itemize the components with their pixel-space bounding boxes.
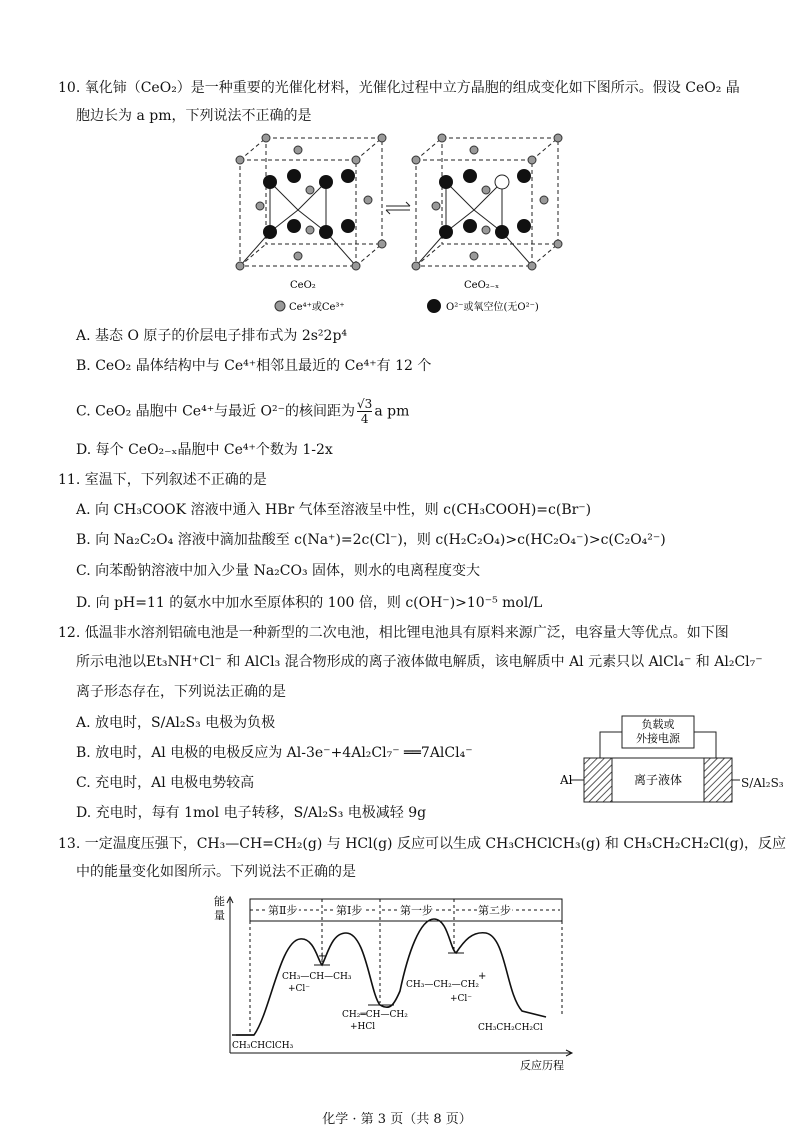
step-1-label: 第Ⅰ步 [336,904,363,917]
ionic-liquid-label: 离子液体 [633,773,683,787]
species-left-2: +Cl⁻ [288,984,311,994]
energy-diagram [210,893,590,1075]
wire-right [694,732,716,758]
q13-stem-line1: 13. 一定温度压强下，CH₃—CH=CH₂(g) 与 HCl(g) 反应可以生成 CH₃CHClCH₃(g) 和 CH₃CH₂CH₂Cl(g)，反应 [58,836,787,852]
q12-option-a: A. 放电时，S/Al₂S₃ 电极为负极 [76,715,276,731]
fraction-denominator: 4 [360,412,369,426]
q10-option-c-fraction [357,397,372,426]
q12-stem-line2: 所示电池以Et₃NH⁺Cl⁻ 和 AlCl₃ 混合物形成的离子液体做电解质，该电解质中 Al 元素只以 AlCl₄⁻ 和 Al₂Cl₇⁻ [76,654,763,670]
q10-crystal-figure [228,130,568,320]
q12-stem-line1: 12. 低温非水溶剂铝硫电池是一种新型的二次电池，相比锂电池具有原料来源广泛，电容量大等优点。如下图 [58,625,729,641]
svg-text:+: + [318,951,327,962]
legend-small-atom-icon [275,301,285,311]
q10-option-c-unit: a pm [374,403,410,420]
species-right-1: CH₃—CH₂—CH₂ [406,980,480,990]
fig-right-label: CeO₂₋ₓ [464,280,500,291]
step-2-label: 第Ⅱ步 [268,904,298,917]
step-second-label: 第二步 [478,904,511,917]
equilibrium-arrows [386,202,410,214]
legend-small-text: Ce⁴⁺或Ce³⁺ [289,302,345,313]
page-footer: 化学 · 第 3 页（共 8 页） [322,1112,472,1127]
ylabel-top: 能 [214,895,225,908]
s-al2s3-label: S/Al₂S₃ [741,776,784,790]
xlabel: 反应历程 [520,1059,564,1072]
q10-stem-line1: 10. 氧化铈（CeO₂）是一种重要的光催化材料，光催化过程中立方晶胞的组成变化如下图所示。假设 CeO₂ 晶 [58,80,740,96]
q12-stem-line3: 离子形态存在，下列说法正确的是 [76,684,286,700]
q12-option-d: D. 充电时，每有 1mol 电子转移，S/Al₂S₃ 电极减轻 9g [76,805,427,821]
q11-option-d: D. 向 pH=11 的氨水中加水至原体积的 100 倍，则 c(OH⁻)>10⁻⁵ mol/L [76,595,543,611]
cell-left-atoms [236,134,386,270]
legend-big-atom-icon [427,299,441,313]
al-electrode [584,758,612,802]
wire-left [600,732,622,758]
battery-figure [560,710,760,805]
s-electrode [704,758,732,802]
q10-option-c [76,397,409,426]
species-mid-2: +HCl [350,1022,376,1032]
ylabel-bottom: 量 [214,909,225,922]
q12-option-b: B. 放电时，Al 电极的电极反应为 Al-3e⁻+4Al₂Cl₇⁻ ══7AlCl₄⁻ [76,745,473,761]
q11-option-c: C. 向苯酚钠溶液中加入少量 Na₂CO₃ 固体，则水的电离程度变大 [76,563,481,579]
species-right-2: +Cl⁻ [450,994,473,1004]
legend-big-text: O²⁻或氧空位(无O²⁻) [446,302,539,313]
step-first-label: 第一步 [400,904,433,917]
q11-option-b: B. 向 Na₂C₂O₄ 溶液中滴加盐酸至 c(Na⁺)=2c(Cl⁻)，则 c(H₂C₂O₄)>c(HC₂O₄⁻)>c(C₂O₄²⁻) [76,532,666,548]
q12-option-c: C. 充电时，Al 电极电势较高 [76,775,255,791]
q11-option-a: A. 向 CH₃COOK 溶液中通入 HBr 气体至溶液呈中性，则 c(CH₃COOH)=c(Br⁻) [76,502,592,518]
cell-right-atoms [412,134,562,270]
species-mid-1: CH₂═CH—CH₂ [342,1010,408,1020]
load-box-label-2: 外接电源 [636,732,680,745]
species-left-1: CH₃—CH—CH₃ [282,972,352,982]
load-box-label-1: 负载或 [641,718,675,731]
fraction-numerator: √3 [357,397,373,411]
fig-left-label: CeO₂ [290,280,316,291]
al-label: Al [560,773,573,787]
svg-text:+: + [478,971,487,982]
q10-option-d: D. 每个 CeO₂₋ₓ晶胞中 Ce⁴⁺个数为 1-2x [76,442,333,458]
q10-option-b: B. CeO₂ 晶体结构中与 Ce⁴⁺相邻且最近的 Ce⁴⁺有 12 个 [76,358,432,374]
q13-stem-line2: 中的能量变化如图所示。下列说法不正确的是 [76,864,356,880]
product-right: CH₃CH₂CH₂Cl [478,1023,543,1033]
q10-stem-line2: 胞边长为 a pm，下列说法不正确的是 [76,108,312,124]
product-left: CH₃CHClCH₃ [232,1041,294,1051]
q10-option-a: A. 基态 O 原子的价层电子排布式为 2s²2p⁴ [76,328,348,344]
q10-option-c-text: C. CeO₂ 晶胞中 Ce⁴⁺与最近 O²⁻的核间距为 [76,403,356,420]
q11-stem: 11. 室温下，下列叙述不正确的是 [58,472,267,488]
